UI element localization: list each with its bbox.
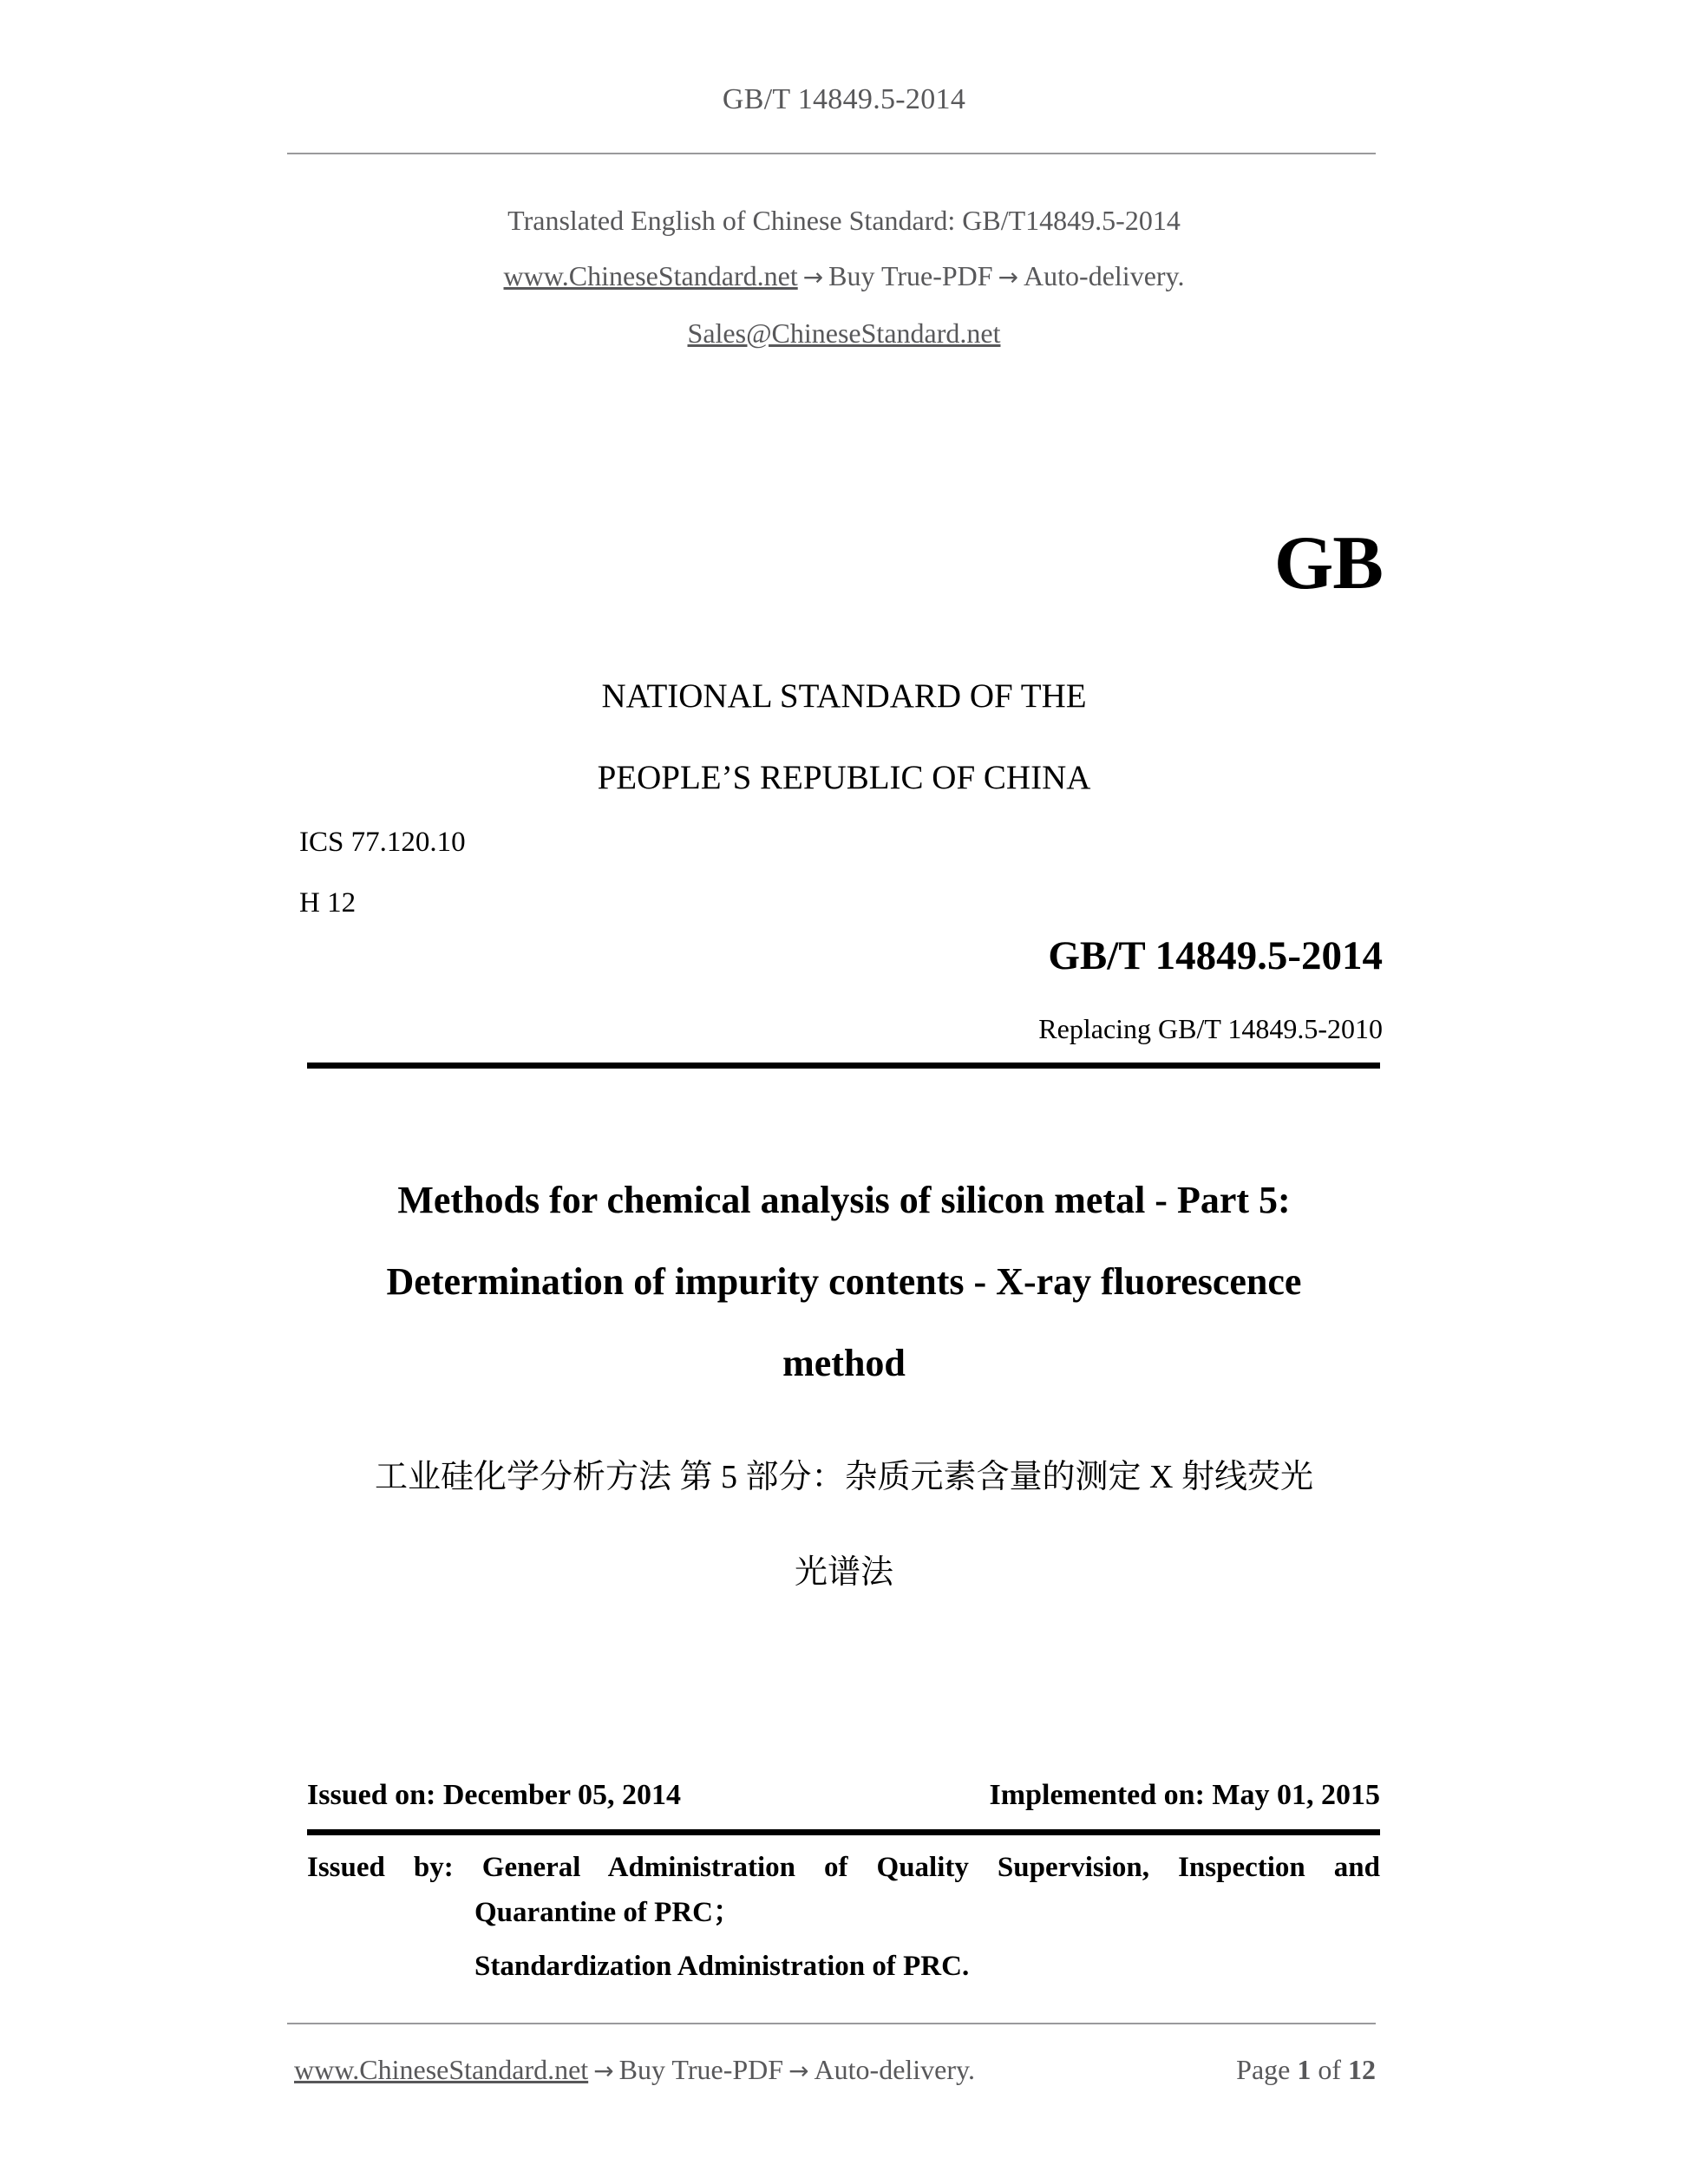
issuing-authorities: [307, 1845, 1380, 1989]
gb-emblem: GB: [1273, 521, 1383, 605]
page-number: [1236, 2054, 1376, 2086]
page-current: 1: [1297, 2054, 1312, 2085]
promo-block: [0, 193, 1688, 361]
classification-block: [299, 812, 466, 933]
standard-title-english: [299, 1160, 1389, 1404]
promo-email-link[interactable]: Sales@ChineseStandard.net: [687, 317, 1001, 349]
page-total: 12: [1348, 2054, 1376, 2085]
title-zh-line-2: 光谱法: [794, 1554, 893, 1591]
promo-translation-line: Translated English of Chinese Standard: GB/T14849.5-2014: [507, 205, 1181, 236]
arrow-right-icon: →: [998, 263, 1019, 291]
page-footer: [294, 2054, 1376, 2086]
arrow-right-icon: →: [788, 2056, 809, 2085]
footer-delivery-label: Auto-delivery.: [814, 2054, 975, 2085]
ics-code: ICS 77.120.10: [299, 827, 466, 858]
promo-delivery-label: Auto-delivery.: [1024, 260, 1185, 291]
promo-email-line: [0, 305, 1688, 361]
promo-buy-label: Buy True-PDF: [828, 260, 993, 291]
promo-site-link[interactable]: www.ChineseStandard.net: [503, 260, 798, 291]
footer-divider: [287, 2023, 1376, 2024]
issuer-top-rule: [307, 1829, 1380, 1835]
implemented-on-date: Implemented on: May 01, 2015: [989, 1779, 1380, 1811]
issued-on-date: Issued on: December 05, 2014: [307, 1779, 681, 1811]
page-of-label: of: [1318, 2054, 1341, 2085]
header-divider: [287, 153, 1376, 154]
footer-buy-label: Buy True-PDF: [618, 2054, 784, 2085]
page-label: Page: [1236, 2054, 1291, 2085]
footer-site-link[interactable]: www.ChineseStandard.net: [294, 2054, 589, 2085]
issued-by-line-1: Issued by: General Administration of Quality Supervision, Inspection and: [307, 1852, 1380, 1883]
issued-by-line-3: Standardization Administration of PRC.: [474, 1951, 970, 1982]
running-header-standard-number: GB/T 14849.5-2014: [722, 83, 966, 115]
ccs-code: H 12: [299, 887, 357, 919]
issuance-dates: [307, 1779, 1380, 1812]
promo-purchase-line: [0, 248, 1688, 305]
replacing-standard: Replacing GB/T 14849.5-2010: [1038, 1013, 1383, 1044]
issued-by-line-2: Quarantine of PRC；: [474, 1897, 742, 1928]
arrow-right-icon: →: [593, 2056, 614, 2085]
national-standard-heading: [0, 656, 1688, 819]
national-standard-line-1: NATIONAL STANDARD OF THE: [601, 677, 1087, 715]
title-zh-line-1: 工业硅化学分析方法 第 5 部分：杂质元素含量的测定 X 射线荧光: [375, 1459, 1313, 1495]
footer-promo: [294, 2054, 975, 2086]
national-standard-line-2: PEOPLE’S REPUBLIC OF CHINA: [597, 759, 1091, 796]
standard-number: GB/T 14849.5-2014: [1048, 933, 1383, 978]
title-line-1: Methods for chemical analysis of silicon metal - Part 5:: [397, 1179, 1291, 1221]
standard-title-chinese: [299, 1429, 1389, 1620]
title-top-rule: [307, 1063, 1380, 1069]
title-line-3: method: [782, 1342, 906, 1384]
title-line-2: Determination of impurity contents - X-ray fluorescence: [386, 1260, 1302, 1303]
arrow-right-icon: →: [802, 263, 824, 291]
